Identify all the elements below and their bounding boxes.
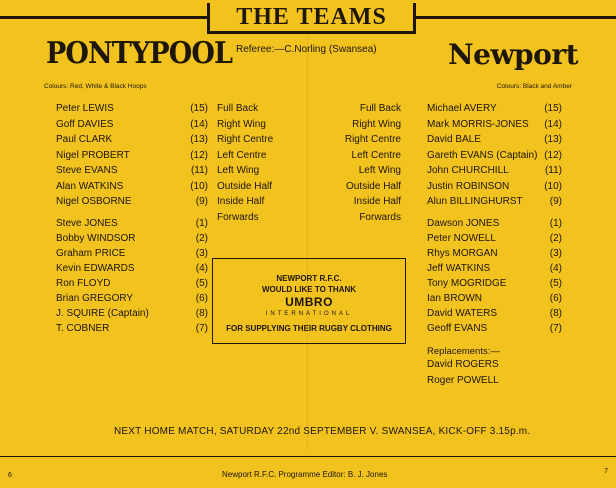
home-player-name: Bobby WINDSOR — [56, 233, 136, 244]
ad-line-supply: FOR SUPPLYING THEIR RUGBY CLOTHING — [226, 324, 392, 333]
home-player-number: (5) — [195, 278, 208, 289]
home-player-number: (9) — [195, 196, 208, 207]
away-player-number: (14) — [544, 119, 562, 130]
home-player-name: Steve EVANS — [56, 165, 118, 176]
home-player-number: (12) — [190, 150, 208, 161]
home-player-number: (1) — [195, 218, 208, 229]
page-number-left: 6 — [8, 472, 12, 479]
position-label-left: Forwards — [217, 212, 259, 223]
away-player-name: Mark MORRIS-JONES — [427, 119, 529, 130]
away-player-name: David BALE — [427, 134, 481, 145]
position-label-left: Right Wing — [217, 119, 266, 130]
programme-footer: Newport R.F.C. Programme Editor: B. J. Jones — [222, 470, 388, 479]
ad-brand-sub: INTERNATIONAL — [265, 311, 353, 317]
away-player-name: Michael AVERY — [427, 103, 497, 114]
away-player-name: Tony MOGRIDGE — [427, 278, 507, 289]
away-player-number: (13) — [544, 134, 562, 145]
position-label-left: Full Back — [217, 103, 259, 114]
home-player-number: (4) — [195, 263, 208, 274]
home-player-name: Goff DAVIES — [56, 119, 114, 130]
referee-text: Referee:—C.Norling (Swansea) — [236, 44, 377, 55]
home-player-name: Paul CLARK — [56, 134, 113, 145]
home-player-number: (14) — [190, 119, 208, 130]
away-player-number: (6) — [549, 293, 562, 304]
position-label-left: Inside Half — [217, 196, 265, 207]
away-player-number: (8) — [549, 308, 562, 319]
home-player-number: (10) — [190, 181, 208, 192]
position-label-right: Left Wing — [358, 165, 401, 176]
home-player-number: (2) — [195, 233, 208, 244]
bottom-rule — [0, 456, 616, 457]
umbro-advert — [212, 258, 406, 344]
away-player-name: John CHURCHILL — [427, 165, 509, 176]
away-player-number: (9) — [549, 196, 562, 207]
position-label-left: Left Wing — [217, 165, 260, 176]
away-player-number: (11) — [544, 165, 562, 176]
position-label-right: Left Centre — [351, 150, 401, 161]
away-player-number: (12) — [544, 150, 562, 161]
home-player-name: Peter LEWIS — [56, 103, 114, 114]
position-label-right: Right Wing — [352, 119, 401, 130]
away-player-number: (3) — [549, 248, 562, 259]
page-number-right: 7 — [604, 468, 608, 475]
position-label-right: Inside Half — [353, 196, 401, 207]
away-player-name: Alun BILLINGHURST — [427, 196, 523, 207]
replacement-1: David ROGERS — [427, 359, 499, 370]
home-colours: Colours: Red, White & Black Hoops — [44, 83, 147, 90]
home-team-name: PONTYPOOL — [46, 36, 233, 71]
home-player-number: (13) — [190, 134, 208, 145]
position-label-right: Outside Half — [345, 181, 401, 192]
home-player-name: Kevin EDWARDS — [56, 263, 135, 274]
home-player-name: Nigel OSBORNE — [56, 196, 132, 207]
ad-brand: UMBRO — [285, 295, 333, 309]
position-label-right: Forwards — [359, 212, 401, 223]
position-label-right: Right Centre — [344, 134, 401, 145]
home-player-name: Brian GREGORY — [56, 293, 134, 304]
away-player-number: (15) — [544, 103, 562, 114]
away-player-number: (10) — [544, 181, 562, 192]
home-player-number: (6) — [195, 293, 208, 304]
replacement-2: Roger POWELL — [427, 375, 499, 386]
away-team-name: Newport — [448, 38, 578, 71]
replacements-title: Replacements:— — [427, 346, 500, 357]
away-player-name: David WATERS — [427, 308, 498, 319]
home-player-number: (11) — [190, 165, 208, 176]
home-player-name: T. COBNER — [56, 323, 110, 334]
away-colours: Colours: Black and Amber — [496, 83, 572, 90]
ad-line-thanks: WOULD LIKE TO THANK — [261, 285, 357, 294]
away-player-number: (7) — [549, 323, 562, 334]
away-player-name: Gareth EVANS (Captain) — [427, 150, 538, 161]
home-player-name: Graham PRICE — [56, 248, 126, 259]
home-player-name: Alan WATKINS — [56, 181, 124, 192]
ad-line-club: NEWPORT R.F.C. — [276, 274, 342, 283]
away-player-name: Peter NOWELL — [427, 233, 496, 244]
page-title: THE TEAMS — [207, 3, 416, 34]
away-player-name: Geoff EVANS — [427, 323, 488, 334]
away-player-name: Jeff WATKINS — [427, 263, 491, 274]
home-player-name: Ron FLOYD — [56, 278, 111, 289]
away-player-name: Dawson JONES — [427, 218, 500, 229]
page-fold — [307, 30, 308, 450]
next-home-match: NEXT HOME MATCH, SATURDAY 22nd SEPTEMBER V. SWANSEA, KICK-OFF 3.15p.m. — [114, 426, 531, 437]
position-label-left: Outside Half — [217, 181, 273, 192]
home-player-name: Nigel PROBERT — [56, 150, 130, 161]
position-label-right: Full Back — [359, 103, 401, 114]
home-player-number: (15) — [190, 103, 208, 114]
away-player-number: (1) — [549, 218, 562, 229]
home-player-number: (8) — [195, 308, 208, 319]
position-label-left: Left Centre — [217, 150, 267, 161]
away-player-name: Ian BROWN — [427, 293, 483, 304]
position-label-left: Right Centre — [217, 134, 274, 145]
home-player-name: Steve JONES — [56, 218, 118, 229]
away-player-name: Rhys MORGAN — [427, 248, 498, 259]
home-player-name: J. SQUIRE (Captain) — [56, 308, 149, 319]
home-player-number: (3) — [195, 248, 208, 259]
away-player-number: (4) — [549, 263, 562, 274]
away-player-number: (2) — [549, 233, 562, 244]
away-player-number: (5) — [549, 278, 562, 289]
away-player-name: Justin ROBINSON — [427, 181, 510, 192]
home-player-number: (7) — [195, 323, 208, 334]
